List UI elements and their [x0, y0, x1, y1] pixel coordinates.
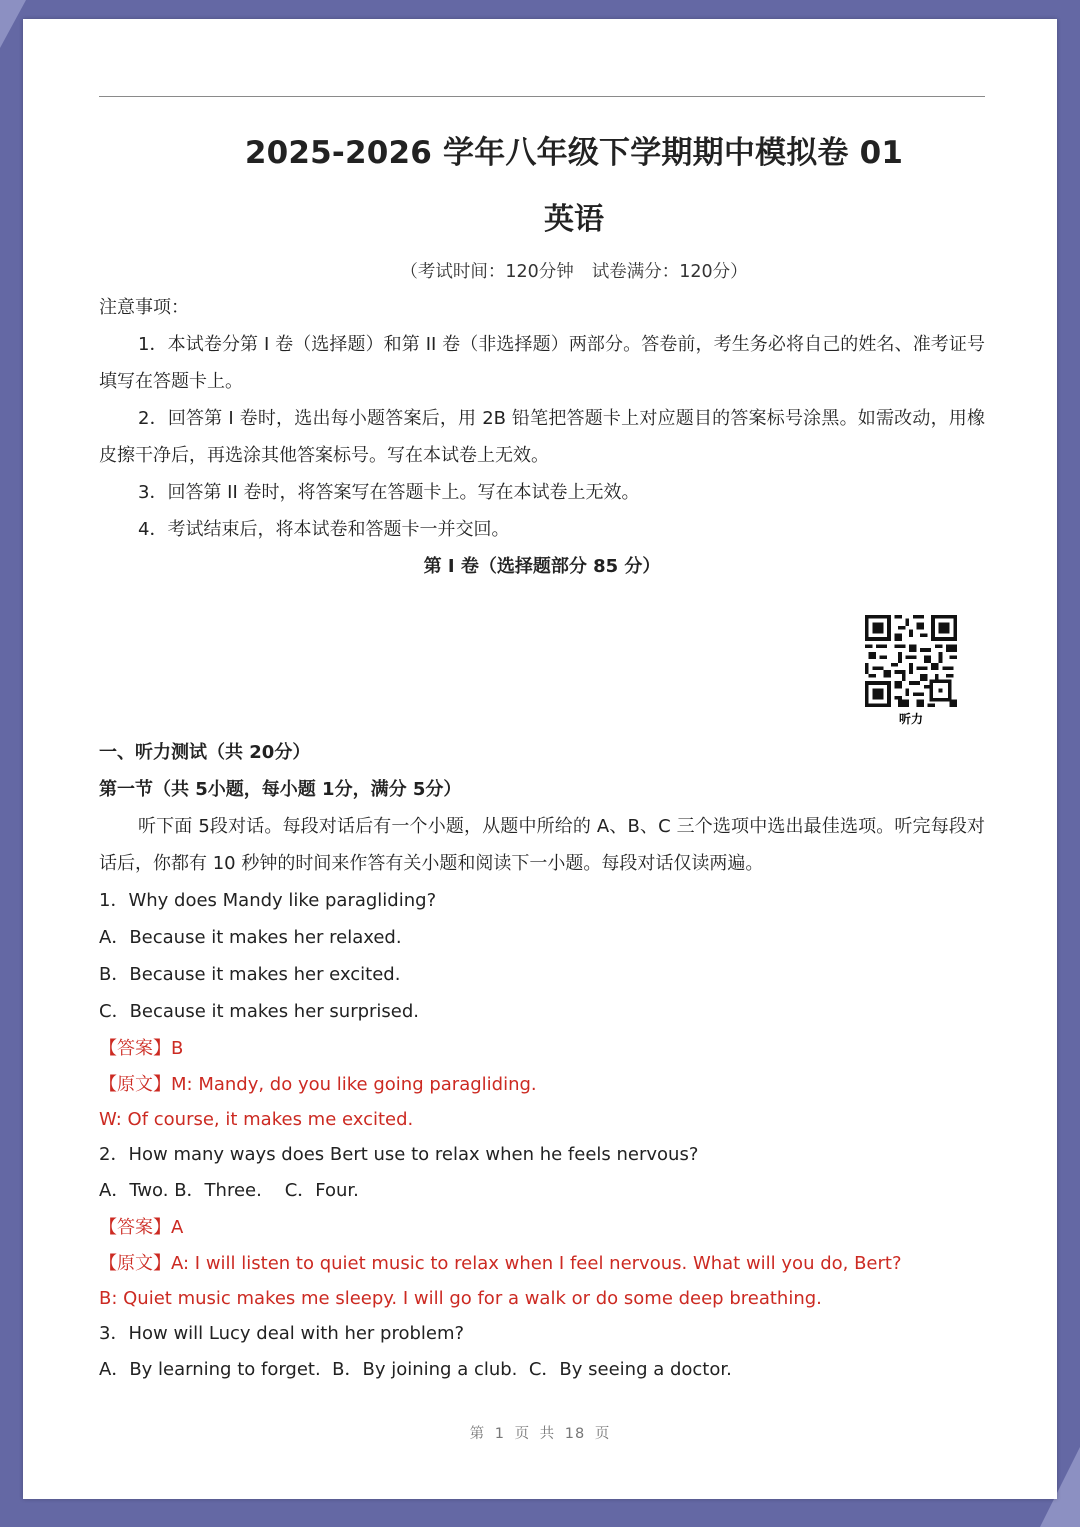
options: A．Two. B．Three. C．Four.	[99, 1180, 359, 1201]
transcript-line: 【原文】A: I will listen to quiet music to relax when I feel nervous. What will you do, Bert?	[99, 1253, 902, 1274]
page-content	[99, 127, 985, 585]
page-title: 2025-2026 学年八年级下学期期中模拟卷 01	[244, 135, 904, 171]
document-page	[23, 19, 1057, 1499]
option-b: B．Because it makes her excited.	[99, 964, 401, 985]
answer: 【答案】B	[99, 1038, 184, 1059]
note-item: 2．回答第 I 卷时，选出每小题答案后，用 2B 铅笔把答题卡上对应题目的答案标号涂黑。如需改动，用橡皮擦干净后，再选涂其他答案标号。写在本试卷上无效。	[99, 408, 985, 466]
page-footer: 第 1 页 共 18 页	[469, 1426, 611, 1442]
listening-section	[99, 734, 985, 1388]
transcript-line: W: Of course, it makes me excited.	[99, 1109, 414, 1130]
transcript-line: B: Quiet music makes me sleepy. I will go for a walk or do some deep breathing.	[99, 1288, 822, 1309]
listening-qr[interactable]	[863, 615, 959, 727]
option-a: A．Because it makes her relaxed.	[99, 927, 402, 948]
option-c: C．Because it makes her surprised.	[99, 1001, 420, 1022]
qr-caption: 听力	[898, 712, 923, 726]
question-stem: 1．Why does Mandy like paragliding?	[99, 890, 437, 911]
subsection-heading: 第一节（共 5小题，每小题 1分，满分 5分）	[99, 779, 462, 800]
options: A．By learning to forget. B．By joining a club. C．By seeing a doctor.	[99, 1359, 732, 1380]
subject-title: 英语	[544, 202, 604, 237]
qr-code-icon	[865, 615, 957, 707]
header-rule	[99, 96, 985, 97]
note-item: 1．本试卷分第 I 卷（选择题）和第 II 卷（非选择题）两部分。答卷前，考生务必将自己的姓名、准考证号填写在答题卡上。	[99, 334, 985, 392]
note-item: 3．回答第 II 卷时，将答案写在答题卡上。写在本试卷上无效。	[138, 482, 640, 503]
instructions: 听下面 5段对话。每段对话后有一个小题，从题中所给的 A、B、C 三个选项中选出最佳选项。听完每段对话后，你都有 10 秒钟的时间来作答有关小题和阅读下一小题。每段对话仅读两遍。	[99, 816, 985, 874]
question-stem: 3．How will Lucy deal with her problem?	[99, 1323, 465, 1344]
transcript-line: 【原文】M: Mandy, do you like going paragliding.	[99, 1074, 537, 1095]
question-stem: 2．How many ways does Bert use to relax when he feels nervous?	[99, 1144, 699, 1165]
note-item: 4．考试结束后，将本试卷和答题卡一并交回。	[138, 519, 510, 540]
part-heading: 一、听力测试（共 20分）	[99, 742, 311, 763]
section-heading: 第 I 卷（选择题部分 85 分）	[423, 556, 661, 577]
notes-heading: 注意事项：	[99, 297, 189, 318]
answer: 【答案】A	[99, 1217, 184, 1238]
exam-time: （考试时间：120分钟	[400, 262, 574, 282]
exam-info	[99, 258, 985, 283]
full-score: 试卷满分：120分）	[591, 262, 748, 282]
